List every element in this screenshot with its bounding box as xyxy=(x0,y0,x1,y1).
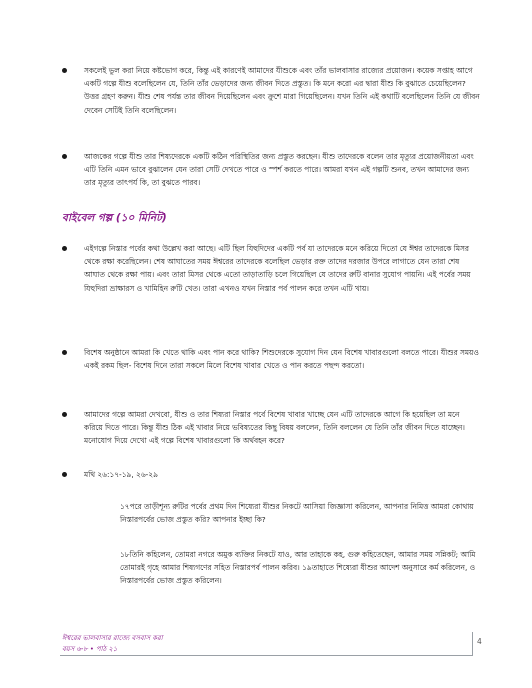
bullet-item xyxy=(62,150,480,190)
footer-series-title: ঈশ্বরের ভালবাসার রাজ্যে বসবাস করা xyxy=(62,634,163,642)
section-heading: বাইবেল গল্প (১০ মিনিট) xyxy=(62,212,167,224)
bullet-item xyxy=(62,468,480,481)
bullet-text: সকলেই ভুল করা নিয়ে কষ্টভোগ করে, কিন্তু এই কারণেই আমাদের যীশুকে এবং তাঁর ভালবাসার রাজ্যের প্রয়োজন। কয়েক সপ্তাহ আগে একটি গল্পে যীশু বলেছিলেন যে, তিনি তাঁর ভেড়াদের জন্য জীবন দিতে প্রস্তুত। কি মনে করো এর দ্বারা যীশু কি বুঝাতে চেয়েছিলেন? উত্তর গ্রহণ করুন। যীশু শেষ পর্যন্ত তার জীবন দিয়েছিলেন এবং ক্রুশে মারা গিয়েছিলেন। যখন তিনি এই কথাটি বলেছিলেন তিনি যে জীবন দেবেন সেটিই তিনি বলেছিলেন। xyxy=(84,66,480,115)
footer-title xyxy=(62,633,163,655)
bullet-marker xyxy=(62,154,67,159)
scripture-verse: ১৮তিনি কহিলেন, তোমরা নগরে অমুক ব্যক্তির নিকটে যাও, আর তাহাকে কহ, গুরু কহিতেছেন, আমার সময় সন্নিকট; আমি তোমারই গৃহে আমার শিষ্যগণের সহিত নিস্তারপর্ব পালন করিব। ১৯তাহাতে শিষ্যেরা যীশুর আদেশ অনুসারে কর্ম করিলেন, ও নিস্তারপর্বের ভোজ প্রস্তুত করিলেন। xyxy=(120,550,476,586)
bullet-marker xyxy=(62,412,67,417)
scripture-verse: ১৭পরে তাড়ীশূন্য রুটির পর্বের প্রথম দিন শিষ্যেরা যীশুর নিকটে আসিয়া জিজ্ঞাসা করিলেন, আপনার নিমিত্ত আমরা কোথায় নিস্তারপর্বের ভোজ প্রস্তুত করি? আপনার ইচ্ছা কি? xyxy=(120,502,474,525)
footer-lesson-info: বয়স ৬-৮ • পাঠ ২১ xyxy=(62,645,118,653)
bullet-marker xyxy=(62,472,67,477)
bullet-item xyxy=(62,408,480,448)
bullet-text: আজকের গল্পে যীশু তার শিষ্যদেরকে একটি কঠিন পরিস্থিতির জন্য প্রস্তুত করছেন। যীশু তাদেরকে বলেন তার মৃত্যুর প্রয়োজনীয়তা এবং এটি তিনি এমন ভাবে বুঝালেন যেন তারা সেটি দেখতে পারে ও স্পর্শ করতে পারে। আমরা যখন এই গল্পটি শুনব, তখন আমাদের জন্য তার মৃত্যুর তাৎপর্য কি, তা বুঝতে পারব। xyxy=(84,152,474,188)
bullet-item xyxy=(62,64,480,117)
bullet-marker xyxy=(62,350,67,355)
footer-divider xyxy=(60,655,472,656)
bullet-marker xyxy=(62,246,67,251)
page-number: 4 xyxy=(477,637,482,646)
bullet-item xyxy=(62,242,480,295)
bullet-marker xyxy=(62,68,67,73)
bullet-text: আমাদের গল্পে আমরা দেখবো, যীশু ও তার শিষ্যরা নিস্তার পর্বে বিশেষ খাবার খাচ্ছে যেন এটি তাদেরকে আগে কি হয়েছিল তা মনে করিয়ে দিতে পারে। কিন্তু যীশু ঠিক এই খাবার নিয়ে ভবিষ্যতের কিছু বিষয় বললেন, তিনি বললেন যে তিনি তাঁর জীবন দিতে যাচ্ছেন। মনোযোগ দিয়ে দেখো এই গল্পে বিশেষ খাবারগুলো কি অর্থবহন করে? xyxy=(84,410,465,446)
bullet-text: এইগল্পে নিস্তার পর্বের কথা উল্লেখ করা আছে। এটি ছিল যিহুদিদের একটি পর্ব যা তাদেরকে মনে করিয়ে দিতো যে ঈশ্বর তাদেরকে মিসর থেকে রক্ষা করেছিলেন। শেষ আঘাতের সময় ঈশ্বরের তাদেরকে বলেছিল ভেড়ার রক্ত তাদের দরজার উপরে লাগাতে যেন তারা শেষ আঘাত থেকে রক্ষা পায়। এবং তারা মিসর থেকে এতো তাড়াতাড়ি চলে গিয়েছিল যে তাদের রুটি বানার সুযোগ পায়নি। এই পর্বের সময় যিহুদিরা ভ্রাক্ষারস ও খামিহিন রুটি খেত। তারা এখনও যখন নিস্তার পর্ব পালন করে তখন এটি খায়। xyxy=(84,244,471,293)
scripture-reference: মথি ২৬:১৭-১৯, ২৬-২৯ xyxy=(84,470,158,479)
bullet-item xyxy=(62,346,480,372)
bullet-text: বিশেষ অনুষ্ঠানে আমরা কি খেতে থাকি এবং পান করে থাকি? শিশুদেরকে সুযোগ দিন যেন বিশেষ খাবারগুলো বলতে পারে। যীশুর সময়ও একই রকম ছিল- বিশেষ দিনে তারা সকলে মিলে বিশেষ খাবার খেতে ও পান করতে পছন্দ করতো। xyxy=(84,348,479,371)
